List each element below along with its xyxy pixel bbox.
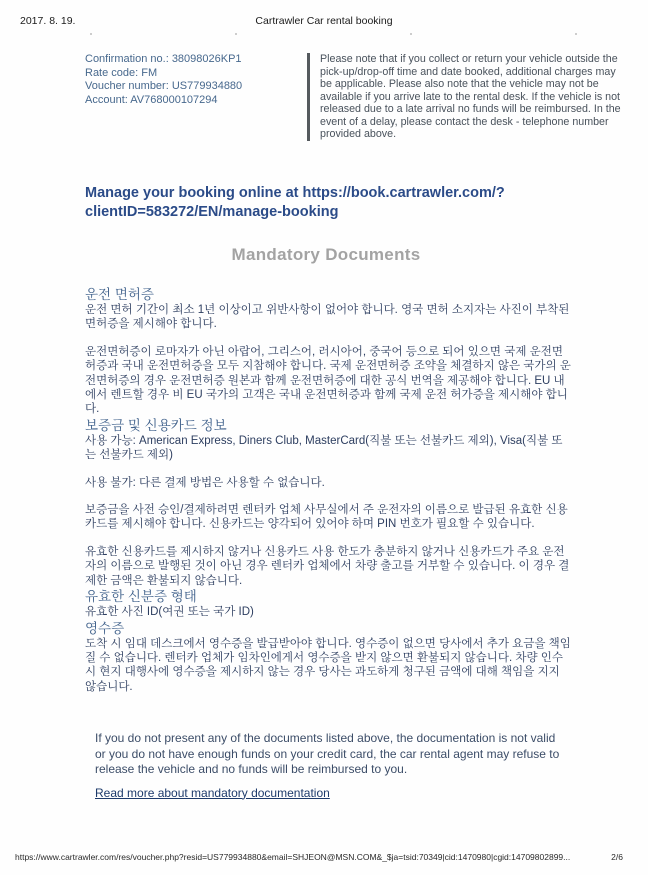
artifact-dot <box>410 33 412 35</box>
section-paragraph: 운전면허증이 로마자가 아닌 아랍어, 그리스어, 러시아어, 중국어 등으로 되어 있으면 국제 운전면허증과 국내 운전면허증을 모두 지참해야 합니다. 국제 운전면허증 조약을 체결하지 않은 국가의 운전면허증의 경우 운전면허증 원본과 함께 운전면허증에 대한 공식 번역을 제공해야 합니다. EU 내에서 렌트할 경우 비 EU 국가의 고객은 국내 운전면허증과 함께 국제 운전 허가증을 제시해야 합니다. <box>85 345 571 416</box>
voucher-number: Voucher number: US779934880 <box>85 80 243 93</box>
rate-code: Rate code: FM <box>85 66 158 79</box>
account-number: Account: AV768000107294 <box>85 93 218 106</box>
section-receipt <box>85 620 571 695</box>
section-heading: 유효한 신분증 형태 <box>85 589 197 605</box>
section-heading: 영수증 <box>85 620 125 636</box>
section-paragraph: 도착 시 임대 데스크에서 영수증을 발급받아야 합니다. 영수증이 없으면 당사에서 추가 요금을 책임질 수 없습니다. 렌터카 업체가 임차인에게서 영수증을 받지 않으면 환불되지 않습니다. 차량 인수 시 현지 대행사에 영수증을 제시하지 않는 경우 당사는 과도하게 청구된 금액에 대해 책임을 지지 않습니다. <box>85 637 571 693</box>
read-more-link[interactable]: Read more about mandatory documentation <box>95 785 330 800</box>
print-footer <box>15 852 623 862</box>
section-driving-licence <box>85 286 571 417</box>
page-number: 2/6 <box>611 852 623 862</box>
disclaimer-text: If you do not present any of the documents listed above, the documentation is not valid or you do not have enough funds on your credit card, the car rental agent may refuse to release the vehicle and no funds will be reimbursed to you. <box>95 731 560 776</box>
artifact-dot <box>575 33 577 35</box>
section-paragraph: 보증금을 사전 승인/결제하려면 렌터카 업체 사무실에서 주 운전자의 이름으로 발급된 유효한 신용카드를 제시해야 합니다. 신용카드는 양각되어 있어야 하며 PIN 번호가 필요할 수 있습니다. <box>85 504 568 531</box>
section-heading: 보증금 및 신용카드 정보 <box>85 417 227 433</box>
confirmation-number: Confirmation no.: 38098026KP1 <box>85 53 242 65</box>
pickup-notice: Please note that if you collect or return your vehicle outside the pick-up/drop-off time and date booked, additional charges may be applicable. Please also note that the vehicle may not be available if you arrive late to the rental desk. If the vehicle is not released due to a late arrival no funds will be reimbursed. In the event of a delay, please contact the desk - telephone number provided above. <box>307 53 622 141</box>
manage-booking-link[interactable]: Manage your booking online at https://book.cartrawler.com/?clientID=583272/EN/manage-booking <box>85 185 505 220</box>
section-paragraph: 유효한 사진 ID(여권 또는 국가 ID) <box>85 606 254 619</box>
booking-summary-row <box>85 53 622 141</box>
document-title: Cartrawler Car rental booking <box>255 15 393 27</box>
print-date: 2017. 8. 19. <box>20 15 76 27</box>
section-paragraph: 운전 면허 기간이 최소 1년 이상이고 위반사항이 없어야 합니다. 영국 면허 소지자는 사진이 부착된 면허증을 제시해야 합니다. <box>85 304 570 331</box>
booking-reference-block <box>85 53 307 107</box>
section-paragraph: 사용 불가: 다른 결제 방법은 사용할 수 없습니다. <box>85 476 325 489</box>
section-valid-id <box>85 588 571 619</box>
section-paragraph: 사용 가능: American Express, Diners Club, MasterCard(직불 또는 선불카드 제외), Visa(직불 또는 선불카드 제외) <box>85 434 563 462</box>
section-paragraph: 유효한 신용카드를 제시하지 않거나 신용카드 사용 한도가 충분하지 않거나 신용카드가 주요 운전자의 이름으로 발행된 것이 아닌 경우 렌터카 업체에서 차량 출고를 거부할 수 있습니다. 이 경우 결제한 금액은 환불되지 않습니다. <box>85 545 570 587</box>
artifact-dot <box>235 33 237 35</box>
documents-disclaimer-block <box>95 731 569 801</box>
print-header <box>0 15 648 29</box>
section-deposit-credit-card <box>85 417 571 588</box>
mandatory-documents-title: Mandatory Documents <box>231 245 421 264</box>
mandatory-documents-sections <box>85 286 571 694</box>
section-heading: 운전 면허증 <box>85 287 154 302</box>
artifact-dot <box>90 33 92 35</box>
footer-url: https://www.cartrawler.com/res/voucher.php?resid=US779934880&email=SHJEON@MSN.COM&_$ja=tsid:70349|cid:1470980|cgid:14709802899... <box>15 852 571 862</box>
